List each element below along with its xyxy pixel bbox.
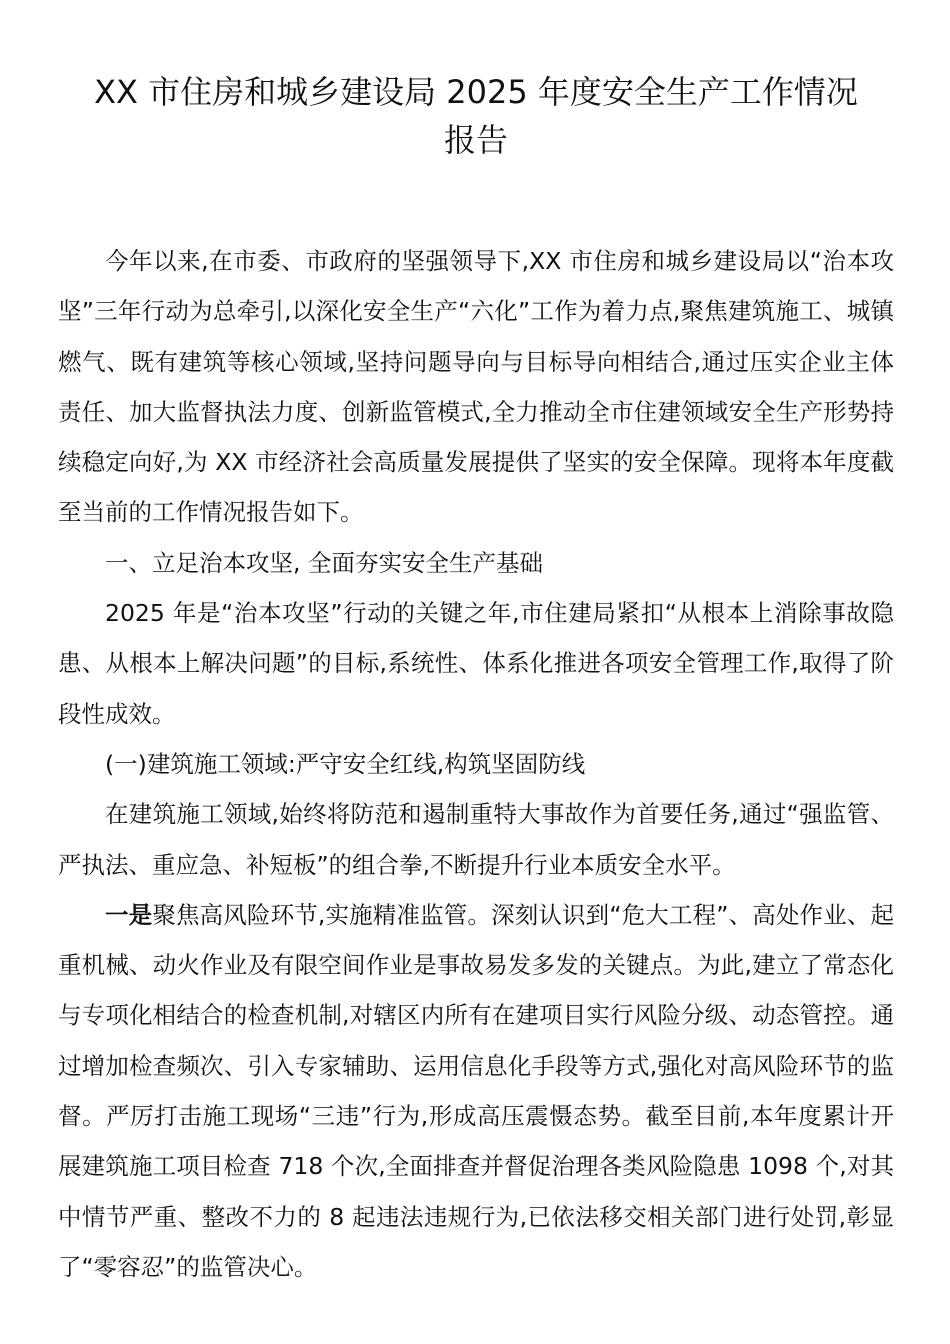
- section-1-paragraph: 2025 年是“治本攻坚”行动的关键之年,市住建局紧扣“从根本上消除事故隐患、从根本上解决问题”的目标,系统性、体系化推进各项安全管理工作,取得了阶段性成效。: [58, 599, 894, 728]
- document-title: [58, 68, 894, 164]
- point-one-paragraph: [58, 890, 894, 1292]
- section-heading-1: 一、立足治本攻坚, 全面夯实安全生产基础: [105, 548, 543, 577]
- title-line-2: 报告: [443, 121, 508, 159]
- subsection-heading-1: (一)建筑施工领域:严守安全红线,构筑坚固防线: [105, 749, 586, 778]
- intro-paragraph: 今年以来,在市委、市政府的坚强领导下,XX 市住房和城乡建设局以“治本攻坚”三年行动为总牵引,以深化安全生产“六化”工作为着力点,聚焦建筑施工、城镇燃气、既有建筑等核心领域,坚持问题导向与目标导向相结合,通过压实企业主体责任、加大监督执法力度、创新监管模式,全力推动全市住建领域安全生产形势持续稳定向好,为 XX 市经济社会高质量发展提供了坚实的安全保障。现将本年度截至当前的工作情况报告如下。: [58, 247, 894, 527]
- point-one-text: 聚焦高风险环节,实施精准监管。深刻认识到“危大工程”、高处作业、起重机械、动火作业及有限空间作业是事故易发多发的关键点。为此,建立了常态化与专项化相结合的检查机制,对辖区内所有在建项目实行风险分级、动态管控。通过增加检查频次、引入专家辅助、运用信息化手段等方式,强化对高风险环节的监督。严厉打击施工现场“三违”行为,形成高压震慑态势。截至目前,本年度累计开展建筑施工项目检查 718 个次,全面排查并督促治理各类风险隐患 1098 个,对其中情节严重、整改不力的 8 起违法违规行为,已依法移交相关部门进行处罚,彰显了“零容忍”的监管决心。: [58, 900, 894, 1281]
- subsection-1-paragraph: 在建筑施工领域,始终将防范和遏制重特大事故作为首要任务,通过“强监管、严执法、重应急、补短板”的组合拳,不断提升行业本质安全水平。: [58, 800, 894, 879]
- document-body: [58, 236, 894, 1292]
- title-line-1: XX 市住房和城乡建设局 2025 年度安全生产工作情况: [94, 73, 858, 111]
- document-page: [58, 68, 894, 1292]
- point-one-lead: 一是: [105, 900, 153, 929]
